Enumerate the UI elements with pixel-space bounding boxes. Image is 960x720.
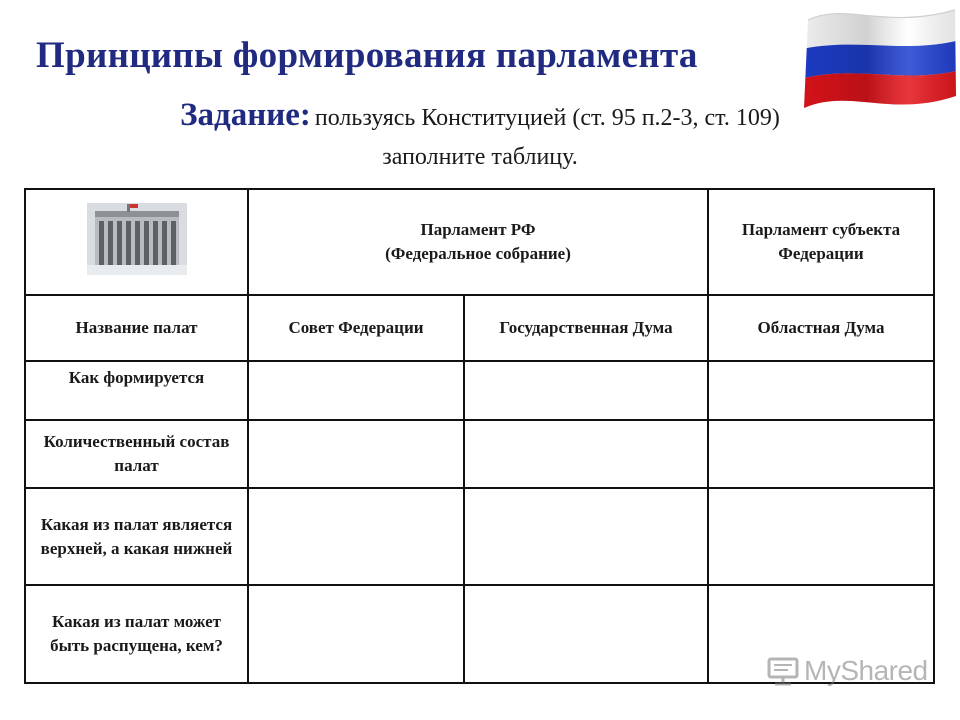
answer-cell[interactable] [708,488,934,585]
chamber-cell: Совет Федерации [248,295,464,361]
watermark [766,655,928,687]
answer-cell[interactable] [464,488,708,585]
answer-cell[interactable] [248,361,464,420]
answer-cell[interactable] [248,488,464,585]
federal-parliament-title: Парламент РФ [420,220,536,240]
answer-cell[interactable] [708,420,934,488]
federal-assembly-subtitle: (Федеральное собрание) [385,244,571,263]
task-line-2: заполните таблицу. [382,144,578,170]
row-label: Как формируется [25,361,248,420]
row-label: Название палат [25,295,248,361]
federal-parliament-header [248,189,708,295]
answer-cell[interactable] [464,420,708,488]
table-row [25,420,934,488]
table-header-row [25,189,934,295]
answer-cell[interactable] [708,361,934,420]
row-label: Количественный состав палат [25,420,248,488]
building-photo-cell [25,189,248,295]
table-row [25,361,934,420]
chambers-row [25,295,934,361]
subject-parliament-header: Парламент субъекта Федерации [708,189,934,295]
task-text: пользуясь Конституцией (ст. 95 п.2-3, ст. 109) [314,105,780,131]
task-label: Задание: [180,97,311,133]
parliament-table [24,188,935,684]
slide-title: Принципы формирования парламента [36,35,698,76]
presentation-icon [766,656,800,686]
answer-cell[interactable] [464,361,708,420]
chamber-cell: Государственная Дума [464,295,708,361]
parliament-building-image [87,203,187,275]
russian-flag-icon [790,0,960,120]
answer-cell[interactable] [248,585,464,683]
chamber-cell: Областная Дума [708,295,934,361]
answer-cell[interactable] [248,420,464,488]
row-label: Какая из палат может быть распущена, кем? [25,585,248,683]
row-label: Какая из палат является верхней, а какая нижней [25,488,248,585]
table-row [25,488,934,585]
watermark-text: MyShared [804,655,928,686]
answer-cell[interactable] [464,585,708,683]
